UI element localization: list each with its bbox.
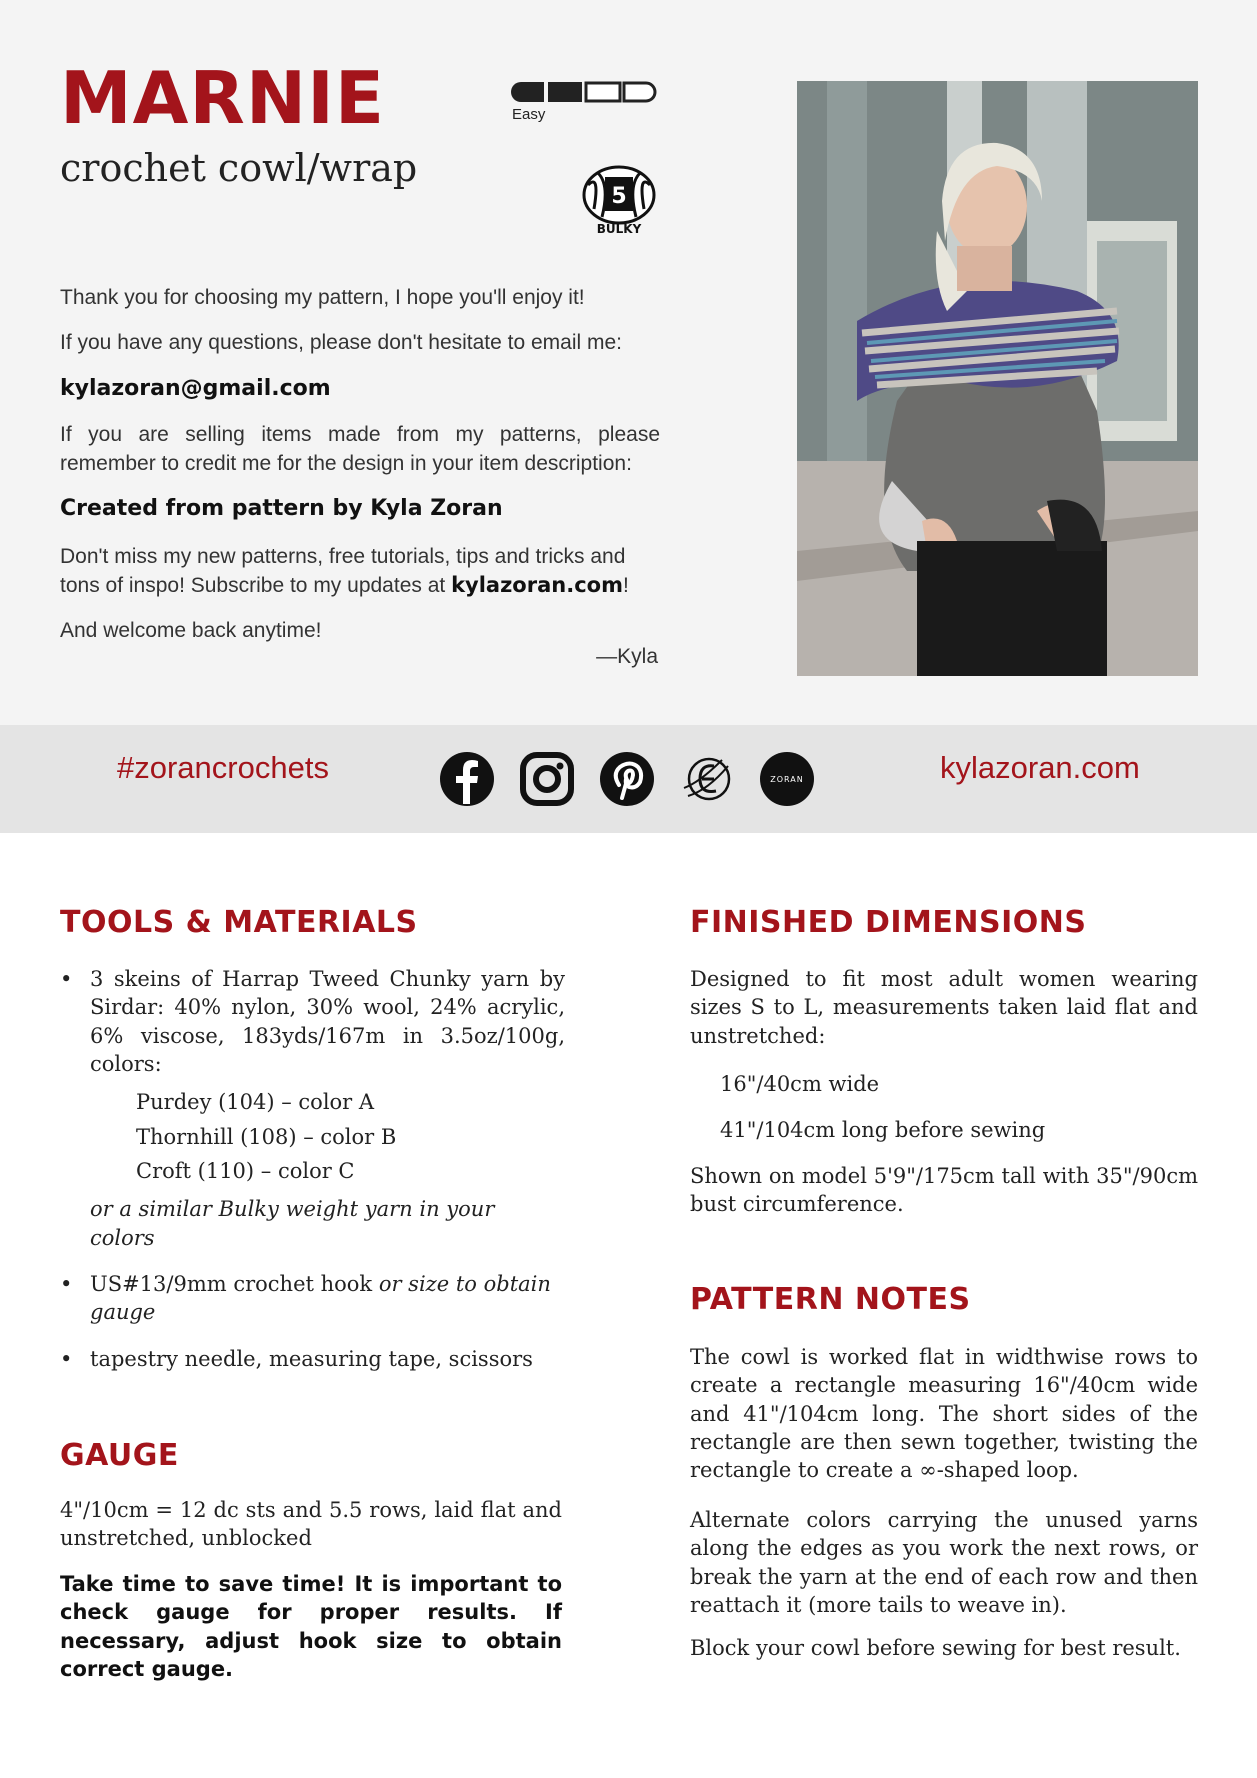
skill-level-label: Easy	[512, 106, 546, 123]
list-item: • US#13/9mm crochet hook or size to obtain gauge	[60, 1270, 565, 1327]
gauge-note: Take time to save time! It is important to check gauge for proper results. If necessary, adjust hook size to obtain correct gauge.	[60, 1572, 562, 1682]
color-list	[90, 1088, 565, 1185]
instagram-icon[interactable]	[520, 752, 574, 806]
facebook-icon[interactable]	[440, 752, 494, 806]
dimensions-heading: FINISHED DIMENSIONS	[690, 905, 1087, 940]
list-item: • 3 skeins of Harrap Tweed Chunky yarn by Sirdar: 40% nylon, 30% wool, 24% acrylic, 6% viscose, 183yds/167m in 3.5oz/100g, colors: Purdey (104) – color A Thornhill (108) – color B Croft (110) – color C or a similar Bulky weight yarn in your colors	[60, 965, 565, 1252]
gauge-heading: GAUGE	[60, 1438, 179, 1473]
intro-credit-request: If you are selling items made from my patterns, please remember to credit me for the design in your item description:	[60, 423, 660, 476]
dimension-length: 41"/104cm long before sewing	[720, 1118, 1046, 1142]
tools-heading: TOOLS & MATERIALS	[60, 905, 418, 940]
dimensions-text: Designed to fit most adult women wearing sizes S to L, measurements taken laid flat and unstretched:	[690, 967, 1198, 1048]
etsy-icon[interactable]	[680, 752, 734, 806]
list-item: • tapestry needle, measuring tape, scissors	[60, 1345, 565, 1373]
pattern-subtitle: crochet cowl/wrap	[60, 146, 418, 190]
model-info: Shown on model 5'9"/175cm tall with 35"/90cm bust circumference.	[690, 1164, 1198, 1217]
signature: —Kyla	[596, 645, 658, 668]
zoran-logo[interactable]	[760, 752, 814, 806]
website-link[interactable]: kylazoran.com	[940, 750, 1140, 785]
yarn-weight-number: 5	[611, 184, 627, 209]
notes-heading: PATTERN NOTES	[690, 1282, 971, 1317]
yarn-weight-label: BULKY	[596, 222, 642, 235]
hashtag[interactable]: #zorancrochets	[117, 750, 329, 785]
intro-questions: If you have any questions, please don't hesitate to email me:	[60, 331, 623, 354]
notes-paragraph-3: Block your cowl before sewing for best result.	[690, 1636, 1181, 1660]
color-b: Thornhill (108) – color B	[136, 1124, 397, 1149]
pattern-title: MARNIE	[60, 56, 386, 140]
credit-line: Created from pattern by Kyla Zoran	[60, 496, 503, 521]
notes-paragraph-2: Alternate colors carrying the unused yarns along the edges as you work the next rows, or break the yarn at the end of each row and then reattach it (more tails to weave in).	[690, 1508, 1198, 1618]
intro-subscribe: Don't miss my new patterns, free tutorials, tips and tricks and tons of inspo! Subscribe to my updates at kylazoran.com!	[60, 545, 629, 598]
gauge-text: 4"/10cm = 12 dc sts and 5.5 rows, laid flat and unstretched, unblocked	[60, 1498, 562, 1551]
subscribe-link[interactable]: kylazoran.com	[451, 573, 623, 598]
color-a: Purdey (104) – color A	[136, 1090, 375, 1115]
dimension-width: 16"/40cm wide	[720, 1072, 880, 1096]
yarn-weight-icon	[580, 165, 658, 235]
model-photo	[797, 81, 1198, 676]
pinterest-icon[interactable]	[600, 752, 654, 806]
contact-email[interactable]: kylazoran@gmail.com	[60, 376, 331, 401]
tools-list	[60, 965, 565, 1391]
color-c: Croft (110) – color C	[136, 1159, 355, 1184]
intro-thanks: Thank you for choosing my pattern, I hope you'll enjoy it!	[60, 286, 585, 309]
skill-level-icon	[508, 80, 660, 104]
svg-text:ZORAN: ZORAN	[770, 775, 804, 784]
intro-welcome: And welcome back anytime!	[60, 619, 322, 642]
notes-paragraph-1: The cowl is worked flat in widthwise rows to create a rectangle measuring 16"/40cm wide and 41"/104cm long. The short sides of the rectangle are then sewn together, twisting the rectangle to create a ∞-shaped loop.	[690, 1345, 1198, 1483]
alt-yarn-note: or a similar Bulky weight yarn in your colors	[90, 1197, 495, 1250]
